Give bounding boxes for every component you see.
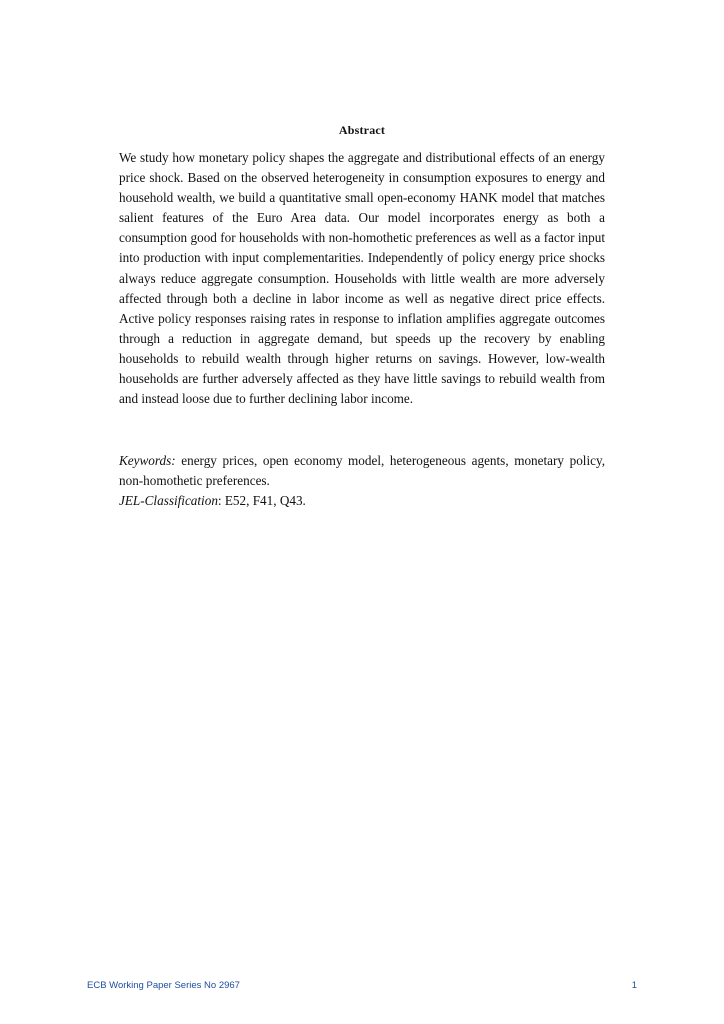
abstract-heading: Abstract <box>338 123 386 137</box>
jel-label: JEL-Classification <box>119 493 218 509</box>
keywords-section <box>119 451 605 511</box>
jel-line <box>119 491 605 511</box>
jel-codes: E52, F41, Q43. <box>224 493 306 509</box>
keywords-label: Keywords: <box>119 453 176 468</box>
keywords-line <box>119 451 605 491</box>
jel-separator: : <box>217 493 222 509</box>
abstract-body: We study how monetary policy shapes the aggregate and distributional effects of an energy price shock. Based on the observed heterogeneity in consumption exposures to energy and household wealth, we build a quantitative small open-economy HANK model that matches salient features of the Euro Area data. Our model incorporates energy as both a consumption good for households with non-homothetic preferences as well as a factor input into production with input complementarities. Independently of policy energy price shocks always reduce aggregate consumption. Households with little wealth are more adversely affected through both a decline in labor income as well as negative direct price effects. Active policy responses raising rates in response to inflation amplifies aggregate outcomes through a reduction in aggregate demand, but speeds up the recovery by enabling households to rebuild wealth through higher returns on savings. However, low-wealth households are further adversely affected as they have little savings to rebuild wealth from and instead loose due to further declining labor income. <box>119 150 605 407</box>
footer-page-number: 1 <box>631 980 637 991</box>
footer-series: ECB Working Paper Series No 2967 <box>87 980 240 991</box>
keywords-text: energy prices, open economy model, heterogeneous agents, monetary policy, non-homothetic preferences. <box>119 453 605 489</box>
